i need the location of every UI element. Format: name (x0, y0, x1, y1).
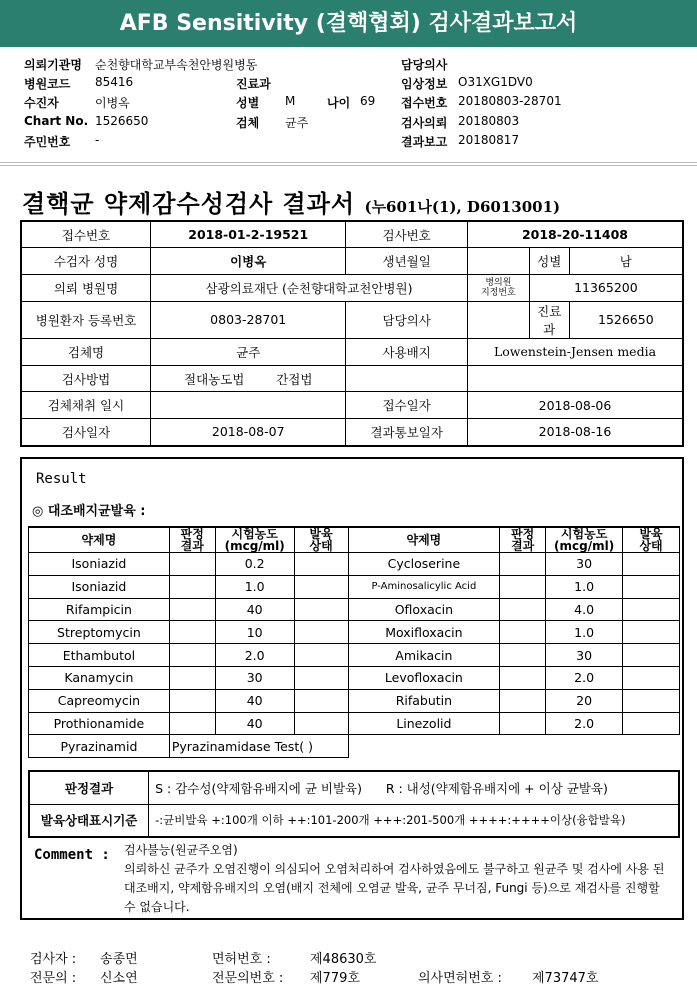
divider (0, 165, 697, 166)
table-row: Kanamycin 30 Levofloxacin 2.0 (29, 666, 680, 689)
legend-table (28, 770, 680, 838)
col-judge: 판정 결과 (500, 527, 546, 553)
dob-label: 생년월일 (346, 248, 468, 275)
info-code-value: 85416 (95, 75, 134, 89)
info-doctor-label: 담당의사 (401, 58, 448, 72)
control-medium-label: ◎ 대조배지균발육 : (32, 504, 146, 519)
judge-label: 판정결과 (29, 771, 149, 804)
notify-value: 2018-08-16 (467, 419, 683, 446)
info-receipt-value: 20180803-28701 (458, 94, 562, 108)
info-chart-label: Chart No. (24, 114, 89, 128)
recv-no-value: 2018-01-2-19521 (151, 221, 346, 248)
info-inst-value: 순천향대학교부속천안병원병동 (95, 58, 258, 72)
info-dept-label: 진료과 (236, 77, 271, 91)
footer-doctor-license-label: 의사면허번호 : (418, 971, 502, 986)
info-receipt-label: 접수번호 (401, 96, 448, 110)
name-value: 이병옥 (151, 248, 346, 275)
info-patient-value: 이병옥 (95, 96, 130, 110)
info-inst-label: 의뢰기관명 (24, 58, 82, 72)
blank-cell (467, 365, 683, 392)
info-code-label: 병원코드 (24, 77, 71, 91)
reg-value: 0803-28701 (151, 301, 346, 338)
sex-label: 성별 (529, 248, 569, 275)
report-header-title: AFB Sensitivity (결핵협회) 검사결과보고서 (0, 0, 697, 47)
dept-label: 진료과 (529, 301, 569, 338)
hosp-value: 삼광의료재단 (순천향대학교천안병원) (151, 275, 468, 302)
table-row: Streptomycin 10 Moxifloxacin 1.0 (29, 621, 680, 644)
table-row: Prothionamide 40 Linezolid 2.0 (29, 712, 680, 735)
info-clinical-label: 임상정보 (401, 77, 448, 91)
footer-doctor-license: 제73747호 (532, 971, 599, 986)
medium-label: 사용배지 (346, 338, 468, 365)
document-title: 결핵균 약제감수성검사 결과서 (누601나(1), D6013001) (22, 189, 561, 218)
table-row: Rifampicin 40 Ofloxacin 4.0 (29, 598, 680, 621)
specimen-value: 균주 (151, 338, 346, 365)
info-patient-label: 수진자 (24, 96, 59, 110)
col-growth: 발육 상태 (623, 527, 680, 553)
result-label: Result (36, 471, 87, 487)
judge-legend: S : 감수성(약제함유배지에 균 비발육) R : 내성(약제함유배지에 + 이상 균발육) (149, 771, 679, 804)
recv-no-label: 접수번호 (21, 221, 151, 248)
growth-label: 발육상태표시기준 (29, 804, 149, 837)
name-label: 수검자 성명 (21, 248, 151, 275)
info-request-label: 검사의뢰 (401, 116, 448, 130)
document-title-code: (누601나(1), D6013001) (364, 198, 561, 216)
info-specimen-label: 검체 (236, 116, 260, 130)
received-value: 2018-08-06 (467, 392, 683, 419)
footer-expert: 신소연 (100, 971, 138, 986)
method-label: 검사방법 (21, 365, 151, 392)
col-conc: 시험농도 (mcg/ml) (215, 527, 294, 553)
table-row: Ethambutol 2.0 Amikacin 30 (29, 644, 680, 667)
divider (0, 162, 697, 163)
test-date-label: 검사일자 (21, 419, 151, 446)
notify-label: 결과통보일자 (346, 419, 468, 446)
footer-license: 제48630호 (310, 952, 377, 967)
growth-legend: -:균비발육 +:100개 이하 ++:101-200개 +++:201-500개 ++++:++++이상(융합발육) (149, 804, 679, 837)
specimen-label: 검체명 (21, 338, 151, 365)
hosp-no-label: 병의원 지정번호 (467, 275, 529, 302)
footer-expert-no-label: 전문의번호 : (212, 971, 284, 986)
footer-tester: 송종면 (100, 952, 138, 967)
table-row: Isoniazid 1.0 P-Aminosalicylic Acid 1.0 (29, 575, 680, 598)
collect-label: 검체채취 일시 (21, 392, 151, 419)
medium-value: Lowenstein-Jensen media (467, 338, 683, 365)
comment-label: Comment : (34, 847, 110, 863)
footer-expert-label: 전문의 : (30, 971, 77, 986)
hosp-label: 의뢰 병원명 (21, 275, 151, 302)
method-value: 절대농도법 간접법 (151, 365, 346, 392)
received-label: 접수일자 (346, 392, 468, 419)
info-rrn-value: - (95, 133, 100, 147)
footer-license-label: 면허번호 : (212, 952, 271, 967)
dept-value: 1526650 (569, 301, 683, 338)
test-no-value: 2018-20-11408 (467, 221, 683, 248)
table-row: Capreomycin 40 Rifabutin 20 (29, 689, 680, 712)
col-growth: 발육 상태 (294, 527, 348, 553)
table-row: Pyrazinamid Pyrazinamidase Test( ) (29, 735, 680, 758)
sex-value: 남 (569, 248, 683, 275)
collect-value (151, 392, 346, 419)
col-judge: 판정 결과 (169, 527, 215, 553)
drug-table (28, 526, 680, 758)
info-rrn-label: 주민번호 (24, 135, 71, 149)
info-age-value: 69 (360, 94, 376, 108)
blank-cell (346, 365, 468, 392)
info-request-value: 20180803 (458, 114, 520, 128)
col-drug: 약제명 (29, 527, 170, 553)
result-box (20, 457, 684, 920)
info-report-label: 결과보고 (401, 135, 448, 149)
footer-tester-label: 검사자 : (30, 952, 77, 967)
doctor-value (467, 301, 529, 338)
doctor-label: 담당의사 (346, 301, 468, 338)
test-no-label: 검사번호 (346, 221, 468, 248)
info-sex-value: M (285, 94, 296, 108)
test-date-value: 2018-08-07 (151, 419, 346, 446)
reg-label: 병원환자 등록번호 (21, 301, 151, 338)
hosp-no-value: 11365200 (529, 275, 683, 302)
pza-test: Pyrazinamidase Test( ) (169, 735, 348, 758)
info-clinical-value: O31XG1DV0 (458, 75, 533, 89)
info-chart-value: 1526650 (95, 114, 149, 128)
col-conc: 시험농도 (mcg/ml) (546, 527, 623, 553)
table-row: Isoniazid 0.2 Cycloserine 30 (29, 553, 680, 576)
summary-table (20, 220, 684, 447)
info-age-label: 나이 (327, 96, 351, 110)
footer-expert-no: 제779호 (310, 971, 360, 986)
col-drug: 약제명 (348, 527, 500, 553)
dob-value (467, 248, 529, 275)
info-report-value: 20180817 (458, 133, 520, 147)
info-specimen-value: 균주 (285, 116, 309, 130)
info-sex-label: 성별 (236, 96, 260, 110)
comment-text: 검사불능(원균주오염) 의뢰하신 균주가 오염진행이 의심되어 오염처리하여 검사하였음에도 불구하고 원균주 및 검사에 사용 된 대조배지, 약제함유배지의 오염(배지 전체에 오염균 발육, 균주 무너짐, Fungi 등)으로 재검사를 진행할 수 없습니다. (124, 843, 665, 914)
